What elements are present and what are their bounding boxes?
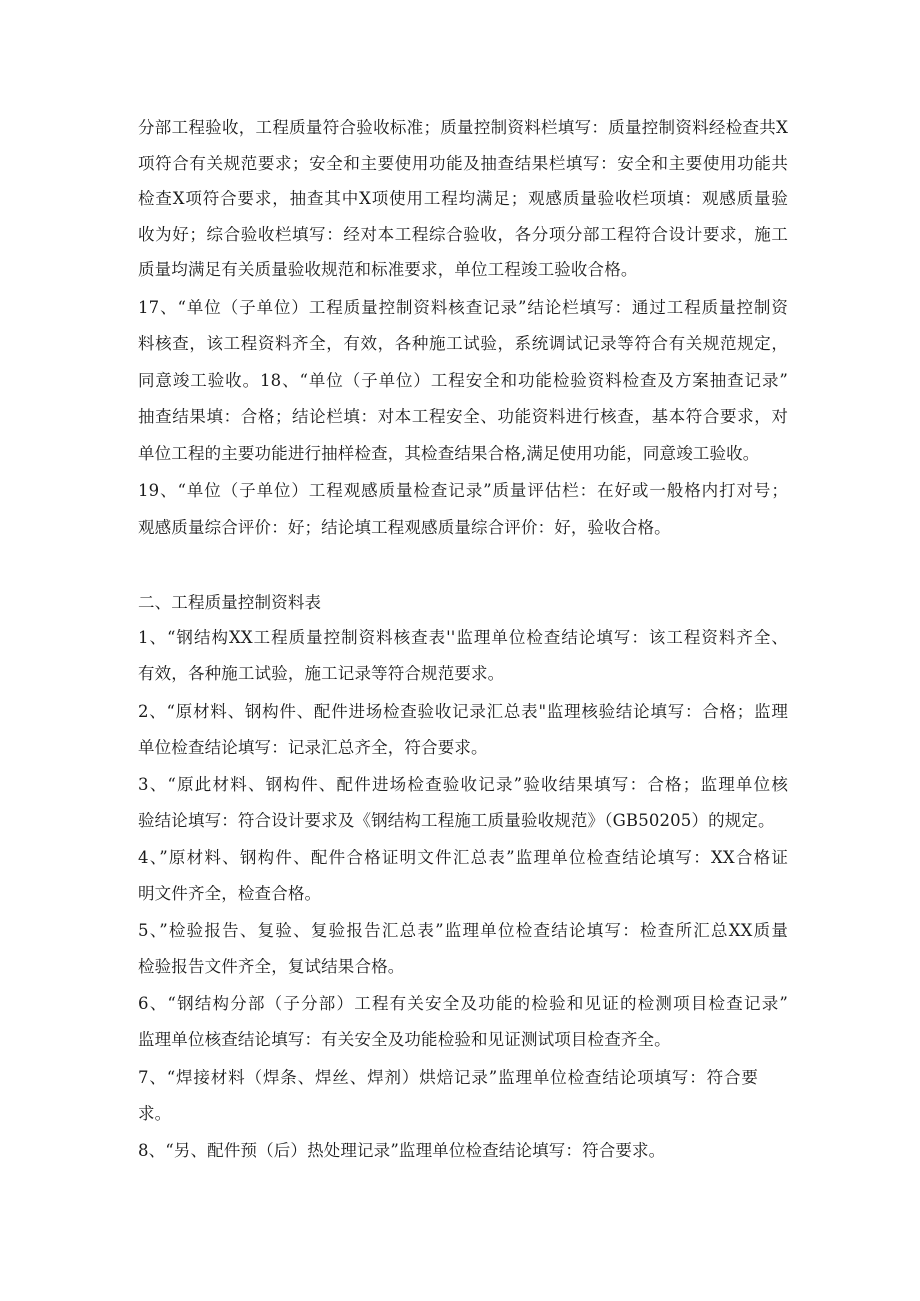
section-heading: 二、工程质量控制资料表 <box>138 593 322 612</box>
text-line: 分部工程验收，工程质量符合验收标准；质量控制资料栏填写：质量控制资料经检查共X <box>138 118 788 137</box>
text-line: 求。 <box>138 1104 172 1123</box>
text-line: 17、“单位（子单位）工程质量控制资料核查记录”结论栏填写：通过工程质量控制资 <box>138 298 788 317</box>
text-line: 19、“单位（子单位）工程观感质量检查记录”质量评估栏：在好或一般格内打对号； <box>138 481 788 500</box>
text-line: 有效，各种施工试验，施工记录等符合规范要求。 <box>138 664 505 683</box>
text-line: 料核查，该工程资料齐全，有效，各种施工试验，系统调试记录等符合有关规范规定， <box>138 334 788 353</box>
text-line: 3、“原此材料、钢构件、配件进场检查验收记录”验收结果填写：合格；监理单位核 <box>138 775 788 794</box>
text-line: 明文件齐全，检查合格。 <box>138 884 322 903</box>
text-line: 8、“另、配件预（后）热处理记录”监理单位检查结论填写：符合要求。 <box>138 1141 666 1160</box>
text-line: 检验报告文件齐全，复试结果合格。 <box>138 957 405 976</box>
text-line: 项符合有关规范要求；安全和主要使用功能及抽查结果栏填写：安全和主要使用功能共 <box>138 154 788 173</box>
text-line: 单位工程的主要功能进行抽样检查，其检查结果合格,满足使用功能，同意竣工验收。 <box>138 444 760 463</box>
text-line: 抽查结果填：合格；结论栏填：对本工程安全、功能资料进行核查，基本符合要求，对 <box>138 407 788 426</box>
text-line: 7、“焊接材料（焊条、焊丝、焊剂）烘焙记录”监理单位检查结论项填写：符合要 <box>138 1068 758 1087</box>
text-line: 6、“钢结构分部（子分部）工程有关安全及功能的检验和见证的检测项目检查记录” <box>138 994 788 1013</box>
text-line: 4、”原材料、钢构件、配件合格证明文件汇总表”监理单位检查结论填写：XX合格证 <box>138 848 788 867</box>
text-line: 同意竣工验收。18、“单位（子单位）工程安全和功能检验资料检查及方案抽查记录” <box>138 371 788 390</box>
text-line: 质量均满足有关质量验收规范和标准要求，单位工程竣工验收合格。 <box>138 260 638 279</box>
text-line: 观感质量综合评价：好；结论填工程观感质量综合评价：好，验收合格。 <box>138 518 671 537</box>
text-line: 2、“原材料、钢构件、配件进场检查验收记录汇总表"监理核验结论填写：合格；监理 <box>138 702 788 721</box>
text-line: 单位检查结论填写：记录汇总齐全，符合要求。 <box>138 738 488 757</box>
text-line: 检查X项符合要求，抽查其中X项使用工程均满足；观感质量验收栏项填：观感质量验 <box>138 189 788 208</box>
text-line: 5、”检验报告、复验、复验报告汇总表”监理单位检查结论填写：检查所汇总XX质量 <box>138 921 788 940</box>
text-line: 监理单位核查结论填写：有关安全及功能检验和见证测试项目检查齐全。 <box>138 1030 671 1049</box>
text-line: 1、“钢结构XX工程质量控制资料核查表''监理单位检查结论填写：该工程资料齐全、 <box>138 628 788 647</box>
text-line: 验结论填写：符合设计要求及《钢结构工程施工质量验收规范》（GB50205）的规定。 <box>138 811 775 830</box>
text-line: 收为好；综合验收栏填写：经对本工程综合验收，各分项分部工程符合设计要求，施工 <box>138 225 788 244</box>
